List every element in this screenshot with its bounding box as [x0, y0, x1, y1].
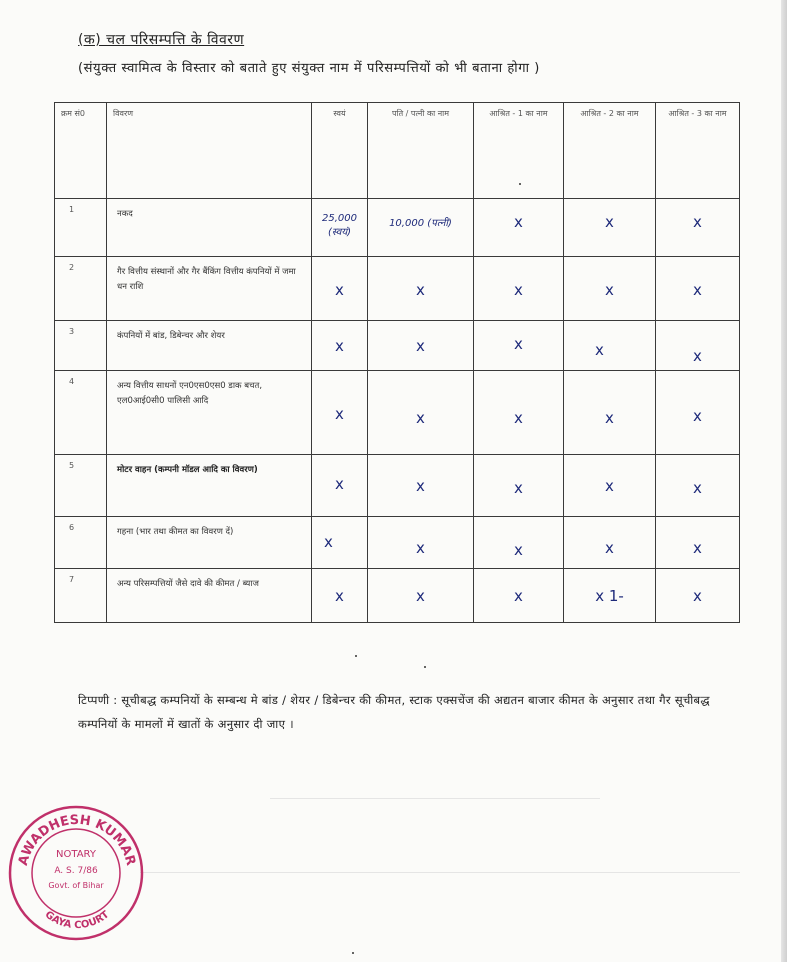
table-row	[55, 517, 740, 569]
stamp-name: AWADHESH KUMAR	[15, 812, 139, 868]
cell-dependent-2: x	[605, 477, 614, 495]
header-description: विवरण	[113, 109, 134, 118]
section-subtitle: (संयुक्त स्वामित्व के विस्तार को बताते हुए संयुक्त नाम में परिसम्पत्तियों को भी बताना होगा )	[78, 61, 540, 76]
row-serial: 5	[69, 461, 75, 470]
cell-spouse: x	[416, 337, 425, 355]
cell-spouse: x	[416, 539, 425, 557]
section-title: (क) चल परिसम्पत्ति के विवरण	[78, 32, 245, 48]
table-row	[55, 569, 740, 623]
cell-spouse: x	[416, 587, 425, 605]
stamp-govt: Govt. of Bihar	[48, 881, 104, 890]
cell-dependent-2: x	[595, 341, 604, 359]
speck	[424, 666, 426, 668]
table-header-row	[55, 103, 740, 199]
cell-spouse: x	[416, 477, 425, 495]
cell-self: x	[335, 587, 344, 605]
cell-dependent-3: x	[693, 539, 702, 557]
faint-line	[270, 798, 600, 799]
cell-dependent-1: x	[514, 213, 523, 231]
header-dependent-3: आश्रित - 3 का नाम	[668, 109, 727, 118]
row-serial: 2	[69, 263, 75, 272]
row-serial: 3	[69, 327, 75, 336]
header-dependent-2: आश्रित - 2 का नाम	[580, 109, 639, 118]
cell-spouse: x	[416, 409, 425, 427]
header-spouse: पति / पत्नी का नाम	[391, 109, 450, 118]
table-row	[55, 321, 740, 371]
cell-dependent-1: x	[514, 541, 523, 559]
cell-self: x	[335, 281, 344, 299]
row-description: गहना (भार तथा कीमत का विवरण दें)	[117, 527, 234, 537]
cell-dependent-3: x	[693, 347, 702, 365]
stamp-reg: A. S. 7/86	[54, 866, 98, 876]
cell-dependent-3: x	[693, 479, 702, 497]
cell-dependent-2: x 1-	[595, 587, 624, 605]
row-description: कंपनियों में बांड, डिबेन्चर और शेयर	[117, 331, 225, 341]
row-description: अन्य परिसम्पत्तियों जैसे दावे की कीमत / ब्याज	[117, 579, 259, 589]
speck	[352, 952, 354, 954]
cell-self: 25,000 (स्वयं)	[322, 213, 357, 238]
cell-dependent-3: x	[693, 213, 702, 231]
notary-stamp	[6, 795, 146, 945]
cell-dependent-1: x	[514, 587, 523, 605]
cell-self: x	[335, 337, 344, 355]
stamp-place: GAYA COURT	[42, 909, 112, 932]
cell-dependent-2: x	[605, 539, 614, 557]
header-serial: क्रम सं0	[61, 109, 85, 118]
page-edge	[781, 0, 787, 962]
cell-spouse: x	[416, 281, 425, 299]
cell-dependent-2: x	[605, 213, 614, 231]
footnote: टिप्पणी : सूचीबद्ध कम्पनियों के सम्बन्ध मे बांड / शेयर / डिबेन्चर की कीमत, स्टाक एक्सचेंज की अद्यतन बाजार कीमत के अनुसार तथा गैर सूचीबद्ध कम्पनियों के मामलों में खातों के अनुसार दी जाए ।	[78, 693, 710, 731]
faint-line	[140, 872, 740, 873]
speck	[519, 183, 521, 185]
row-description: नकद	[117, 209, 133, 219]
table-row	[55, 371, 740, 455]
stamp-title: NOTARY	[56, 849, 96, 860]
cell-dependent-2: x	[605, 281, 614, 299]
table-row	[55, 199, 740, 257]
row-description: मोटर वाहन (कम्पनी मॉडल आदि का विवरण)	[117, 465, 258, 475]
header-dependent-1: आश्रित - 1 का नाम	[489, 109, 548, 118]
row-description: गैर वित्तीय संस्थानों और गैर बैंकिंग वित्तीय कंपनियों में जमा धन राशि	[117, 267, 296, 292]
cell-spouse: 10,000 (पत्नी)	[389, 218, 452, 229]
cell-dependent-1: x	[514, 281, 523, 299]
row-serial: 6	[69, 523, 75, 532]
table-row	[55, 257, 740, 321]
cell-dependent-1: x	[514, 479, 523, 497]
header-self: स्वयं	[333, 109, 346, 118]
cell-dependent-1: x	[514, 335, 523, 353]
cell-dependent-2: x	[605, 409, 614, 427]
speck	[355, 655, 357, 657]
cell-self: x	[335, 475, 344, 493]
cell-dependent-3: x	[693, 407, 702, 425]
row-serial: 7	[69, 575, 75, 584]
section-heading	[78, 30, 244, 49]
row-serial: 4	[69, 377, 75, 386]
cell-self: x	[335, 405, 344, 423]
table-row	[55, 455, 740, 517]
cell-dependent-3: x	[693, 281, 702, 299]
movable-assets-table	[54, 102, 740, 623]
row-serial: 1	[69, 205, 75, 214]
cell-dependent-3: x	[693, 587, 702, 605]
row-description: अन्य वित्तीय साधनों एन0एस0एस0 डाक बचत, एल0आई0सी0 पालिसी आदि	[117, 381, 263, 406]
cell-dependent-1: x	[514, 409, 523, 427]
cell-self: x	[324, 533, 333, 551]
